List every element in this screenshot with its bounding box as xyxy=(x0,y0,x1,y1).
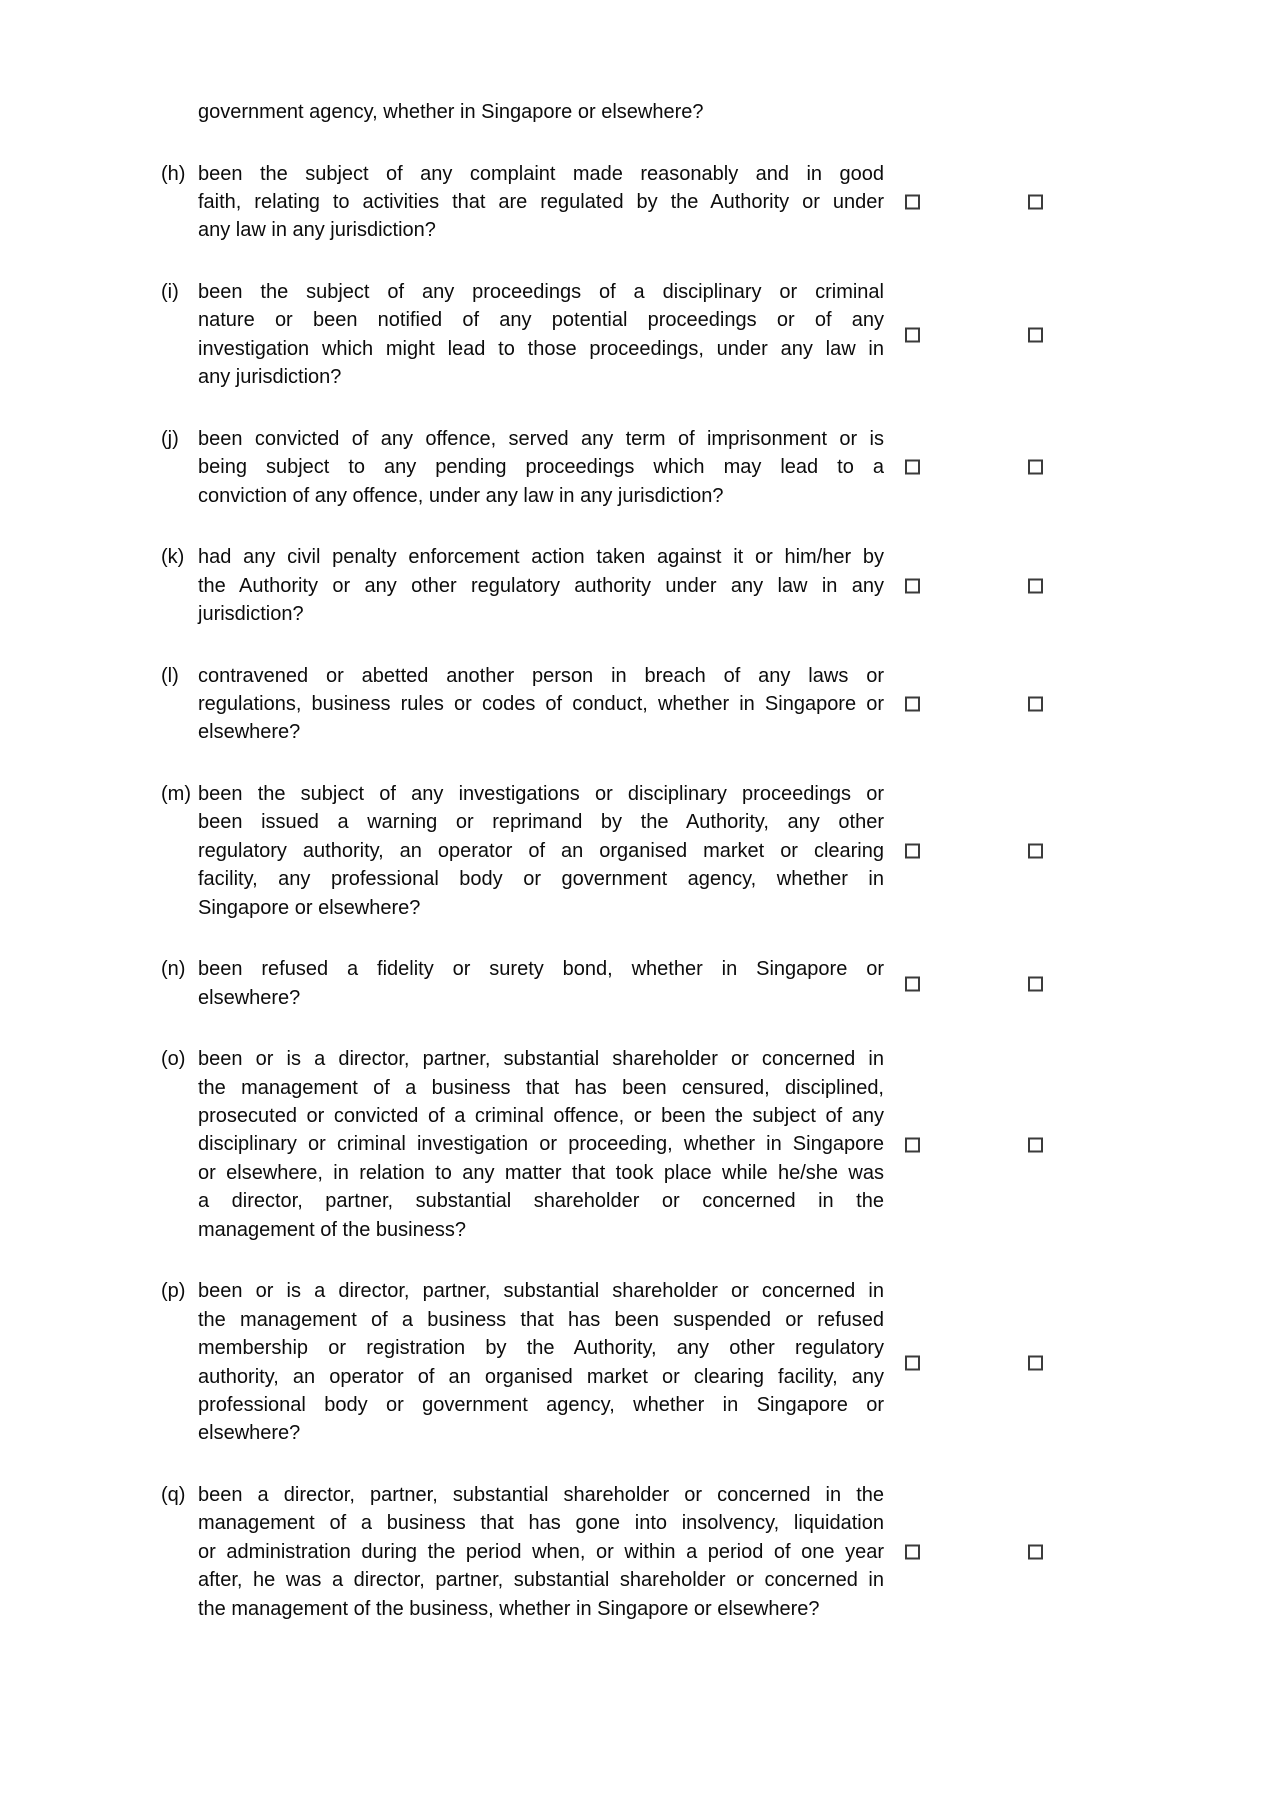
question-line: the management of the business, whether in Singapore or elsewhere? xyxy=(198,1597,820,1620)
question-text xyxy=(198,278,884,392)
question-line: elsewhere? xyxy=(198,1422,301,1445)
question-line: regulatory authority, an operator of an organised market or clearing xyxy=(198,839,884,862)
question-line: been or is a director, partner, substantial shareholder or concerned in xyxy=(198,1048,884,1071)
checkbox-column1[interactable] xyxy=(905,697,920,712)
checkbox-column2[interactable] xyxy=(1028,327,1043,342)
paragraph-continuation: government agency, whether in Singapore or elsewhere? xyxy=(198,101,704,123)
checkbox-column1[interactable] xyxy=(905,1137,920,1152)
question-letter: (k) xyxy=(161,546,185,569)
question-line: or administration during the period when, or within a period of one year xyxy=(198,1540,884,1563)
checkbox-column1[interactable] xyxy=(905,976,920,991)
question-item xyxy=(161,278,1268,392)
question-line: jurisdiction? xyxy=(198,603,304,626)
question-line: management of the business? xyxy=(198,1218,466,1241)
question-line: been the subject of any proceedings of a disciplinary or criminal xyxy=(198,281,884,303)
question-text xyxy=(198,1045,884,1244)
question-line: contravened or abetted another person in breach of any laws or xyxy=(198,664,884,687)
question-item xyxy=(161,1481,1268,1623)
question-item xyxy=(161,543,1268,628)
checkbox-column1[interactable] xyxy=(905,578,920,593)
question-letter: (n) xyxy=(161,958,186,981)
question-text xyxy=(198,160,884,245)
question-item xyxy=(161,1277,1268,1447)
question-line: after, he was a director, partner, substantial shareholder or concerned in xyxy=(198,1569,884,1592)
question-item xyxy=(161,780,1268,922)
question-text xyxy=(198,662,884,747)
question-line: conviction of any offence, under any law in any jurisdiction? xyxy=(198,484,724,507)
checkbox-column2[interactable] xyxy=(1028,195,1043,210)
question-letter: (m) xyxy=(161,783,191,806)
question-line: the management of a business that has been suspended or refused xyxy=(198,1308,884,1331)
question-letter: (q) xyxy=(161,1483,186,1506)
checkbox-column1[interactable] xyxy=(905,1544,920,1559)
question-letter: (l) xyxy=(161,664,179,687)
checkbox-column2[interactable] xyxy=(1028,844,1043,859)
question-text xyxy=(198,1277,884,1447)
question-line: any jurisdiction? xyxy=(198,366,342,389)
question-line: professional body or government agency, whether in Singapore or xyxy=(198,1393,884,1416)
checkbox-column2[interactable] xyxy=(1028,578,1043,593)
question-line: or elsewhere, in relation to any matter that took place while he/she was xyxy=(198,1161,884,1184)
question-line: elsewhere? xyxy=(198,986,301,1009)
question-line: been a director, partner, substantial shareholder or concerned in the xyxy=(198,1483,884,1506)
checkbox-column2[interactable] xyxy=(1028,460,1043,475)
question-line: nature or been notified of any potential proceedings or of any xyxy=(198,309,884,332)
question-line: Singapore or elsewhere? xyxy=(198,896,421,919)
question-line: disciplinary or criminal investigation or proceeding, whether in Singapore xyxy=(198,1133,884,1156)
question-letter: (i) xyxy=(161,281,179,303)
question-line: being subject to any pending proceedings which may lead to a xyxy=(198,456,884,479)
question-letter: (o) xyxy=(161,1048,186,1071)
question-item xyxy=(161,160,1268,245)
question-item xyxy=(161,425,1268,510)
question-line: faith, relating to activities that are regulated by the Authority or under xyxy=(198,191,884,213)
question-line: membership or registration by the Authority, any other regulatory xyxy=(198,1337,884,1360)
question-line: elsewhere? xyxy=(198,721,301,744)
question-text xyxy=(198,543,884,628)
question-text xyxy=(198,425,884,510)
question-line: regulations, business rules or codes of conduct, whether in Singapore or xyxy=(198,693,884,716)
checkbox-column2[interactable] xyxy=(1028,976,1043,991)
question-line: the management of a business that has been censured, disciplined, xyxy=(198,1076,884,1099)
question-text xyxy=(198,955,884,1012)
checkbox-column1[interactable] xyxy=(905,195,920,210)
question-list xyxy=(161,160,1268,1623)
question-line: been issued a warning or reprimand by the Authority, any other xyxy=(198,811,884,834)
question-line: been the subject of any complaint made reasonably and in good xyxy=(198,162,884,185)
question-line: been convicted of any offence, served any term of imprisonment or is xyxy=(198,427,884,450)
checkbox-column2[interactable] xyxy=(1028,697,1043,712)
question-line: any law in any jurisdiction? xyxy=(198,219,436,242)
checkbox-column1[interactable] xyxy=(905,844,920,859)
question-letter: (j) xyxy=(161,427,179,450)
question-line: authority, an operator of an organised market or clearing facility, any xyxy=(198,1365,884,1388)
question-line: a director, partner, substantial shareholder or concerned in the xyxy=(198,1190,884,1213)
question-line: been the subject of any investigations or disciplinary proceedings or xyxy=(198,783,884,806)
question-line: investigation which might lead to those proceedings, under any law in xyxy=(198,337,884,360)
checkbox-column1[interactable] xyxy=(905,1355,920,1370)
question-line: been or is a director, partner, substantial shareholder or concerned in xyxy=(198,1280,884,1303)
question-letter: (p) xyxy=(161,1280,186,1303)
question-item xyxy=(161,955,1268,1012)
question-line: the Authority or any other regulatory authority under any law in any xyxy=(198,574,884,597)
question-line: had any civil penalty enforcement action taken against it or him/her by xyxy=(198,546,884,569)
checkbox-column2[interactable] xyxy=(1028,1355,1043,1370)
question-line: been refused a fidelity or surety bond, whether in Singapore or xyxy=(198,958,884,981)
question-item xyxy=(161,662,1268,747)
question-text xyxy=(198,780,884,922)
question-item xyxy=(161,1045,1268,1244)
checkbox-column1[interactable] xyxy=(905,327,920,342)
question-letter: (h) xyxy=(161,162,186,185)
question-text xyxy=(198,1481,884,1623)
checkbox-column2[interactable] xyxy=(1028,1544,1043,1559)
question-line: facility, any professional body or government agency, whether in xyxy=(198,868,884,891)
checkbox-column1[interactable] xyxy=(905,460,920,475)
question-line: management of a business that has gone into insolvency, liquidation xyxy=(198,1512,884,1535)
checkbox-column2[interactable] xyxy=(1028,1137,1043,1152)
question-line: prosecuted or convicted of a criminal offence, or been the subject of any xyxy=(198,1105,884,1128)
